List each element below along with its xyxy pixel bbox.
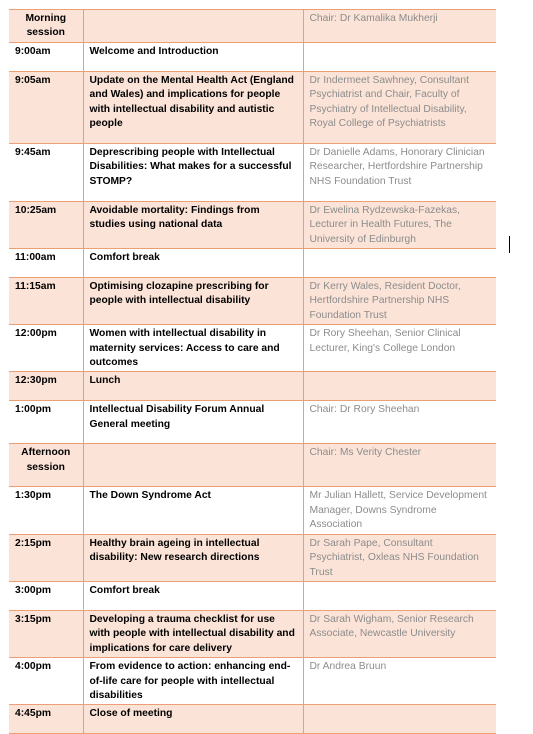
agenda-row	[9, 401, 496, 444]
agenda-title: Women with intellectual disability in maternity services: Access to care and outcomes	[83, 325, 303, 372]
agenda-time: 2:15pm	[9, 534, 83, 581]
agenda-title: From evidence to action: enhancing end-of-life care for people with intellectual disabilities	[83, 658, 303, 705]
agenda-speaker: Dr Indermeet Sawhney, Consultant Psychiatrist and Chair, Faculty of Psychiatry of Intellectual Disability, Royal College of Psychiatrists	[303, 71, 496, 143]
agenda-row	[9, 71, 496, 143]
agenda-title: Comfort break	[83, 249, 303, 278]
agenda-title: Deprescribing people with Intellectual Disabilities: What makes for a successful STOMP?	[83, 143, 303, 201]
agenda-title	[83, 10, 303, 43]
agenda-title: Healthy brain ageing in intellectual disability: New research directions	[83, 534, 303, 581]
agenda-title: Comfort break	[83, 581, 303, 610]
agenda-speaker: Dr Ewelina Rydzewska-Fazekas, Lecturer in Health Futures, The University of Edinburgh	[303, 201, 496, 248]
agenda-time: 12:00pm	[9, 325, 83, 372]
agenda-speaker: Dr Kerry Wales, Resident Doctor, Hertfordshire Partnership NHS Foundation Trust	[303, 278, 496, 325]
agenda-time: 1:00pm	[9, 401, 83, 444]
agenda-table	[9, 9, 496, 734]
agenda-speaker: Dr Danielle Adams, Honorary Clinician Researcher, Hertfordshire Partnership NHS Foundation Trust	[303, 143, 496, 201]
agenda-speaker	[303, 372, 496, 401]
agenda-title: Intellectual Disability Forum Annual General meeting	[83, 401, 303, 444]
agenda-speaker	[303, 249, 496, 278]
agenda-time: 12:30pm	[9, 372, 83, 401]
session-chair: Chair: Ms Verity Chester	[303, 444, 496, 487]
agenda-time: 9:45am	[9, 143, 83, 201]
agenda-time: 1:30pm	[9, 487, 83, 534]
agenda-row	[9, 534, 496, 581]
agenda-row	[9, 143, 496, 201]
agenda-title	[83, 444, 303, 487]
agenda-row	[9, 201, 496, 248]
agenda-time: 9:00am	[9, 42, 83, 71]
agenda-speaker	[303, 705, 496, 734]
agenda-speaker: Chair: Dr Rory Sheehan	[303, 401, 496, 444]
agenda-title: Avoidable mortality: Findings from studies using national data	[83, 201, 303, 248]
agenda-time: 11:00am	[9, 249, 83, 278]
agenda-time: 9:05am	[9, 71, 83, 143]
session-label: Afternoon session	[9, 444, 83, 487]
agenda-time: 3:00pm	[9, 581, 83, 610]
agenda-row	[9, 325, 496, 372]
agenda-row	[9, 705, 496, 734]
agenda-speaker	[303, 581, 496, 610]
agenda-time: 3:15pm	[9, 610, 83, 657]
agenda-row	[9, 487, 496, 534]
agenda-row	[9, 42, 496, 71]
agenda-row	[9, 581, 496, 610]
agenda-row	[9, 372, 496, 401]
agenda-title: Welcome and Introduction	[83, 42, 303, 71]
text-cursor	[509, 236, 510, 253]
agenda-time: 10:25am	[9, 201, 83, 248]
session-chair: Chair: Dr Kamalika Mukherji	[303, 10, 496, 43]
agenda-speaker: Dr Sarah Wigham, Senior Research Associate, Newcastle University	[303, 610, 496, 657]
session-row	[9, 444, 496, 487]
agenda-speaker: Dr Andrea Bruun	[303, 658, 496, 705]
agenda-speaker: Dr Sarah Pape, Consultant Psychiatrist, Oxleas NHS Foundation Trust	[303, 534, 496, 581]
agenda-row	[9, 610, 496, 657]
agenda-time: 4:00pm	[9, 658, 83, 705]
agenda-title: Update on the Mental Health Act (England and Wales) and implications for people with intellectual disability and autistic people	[83, 71, 303, 143]
session-row	[9, 10, 496, 43]
agenda-title: Close of meeting	[83, 705, 303, 734]
agenda-speaker: Dr Rory Sheehan, Senior Clinical Lecturer, King's College London	[303, 325, 496, 372]
agenda-time: 11:15am	[9, 278, 83, 325]
agenda-title: Developing a trauma checklist for use with people with intellectual disability and implications for care delivery	[83, 610, 303, 657]
session-label: Morning session	[9, 10, 83, 43]
agenda-row	[9, 658, 496, 705]
agenda-title: Lunch	[83, 372, 303, 401]
agenda-title: Optimising clozapine prescribing for people with intellectual disability	[83, 278, 303, 325]
agenda-speaker	[303, 42, 496, 71]
agenda-speaker: Mr Julian Hallett, Service Development Manager, Downs Syndrome Association	[303, 487, 496, 534]
agenda-time: 4:45pm	[9, 705, 83, 734]
agenda-row	[9, 249, 496, 278]
agenda-row	[9, 278, 496, 325]
agenda-title: The Down Syndrome Act	[83, 487, 303, 534]
